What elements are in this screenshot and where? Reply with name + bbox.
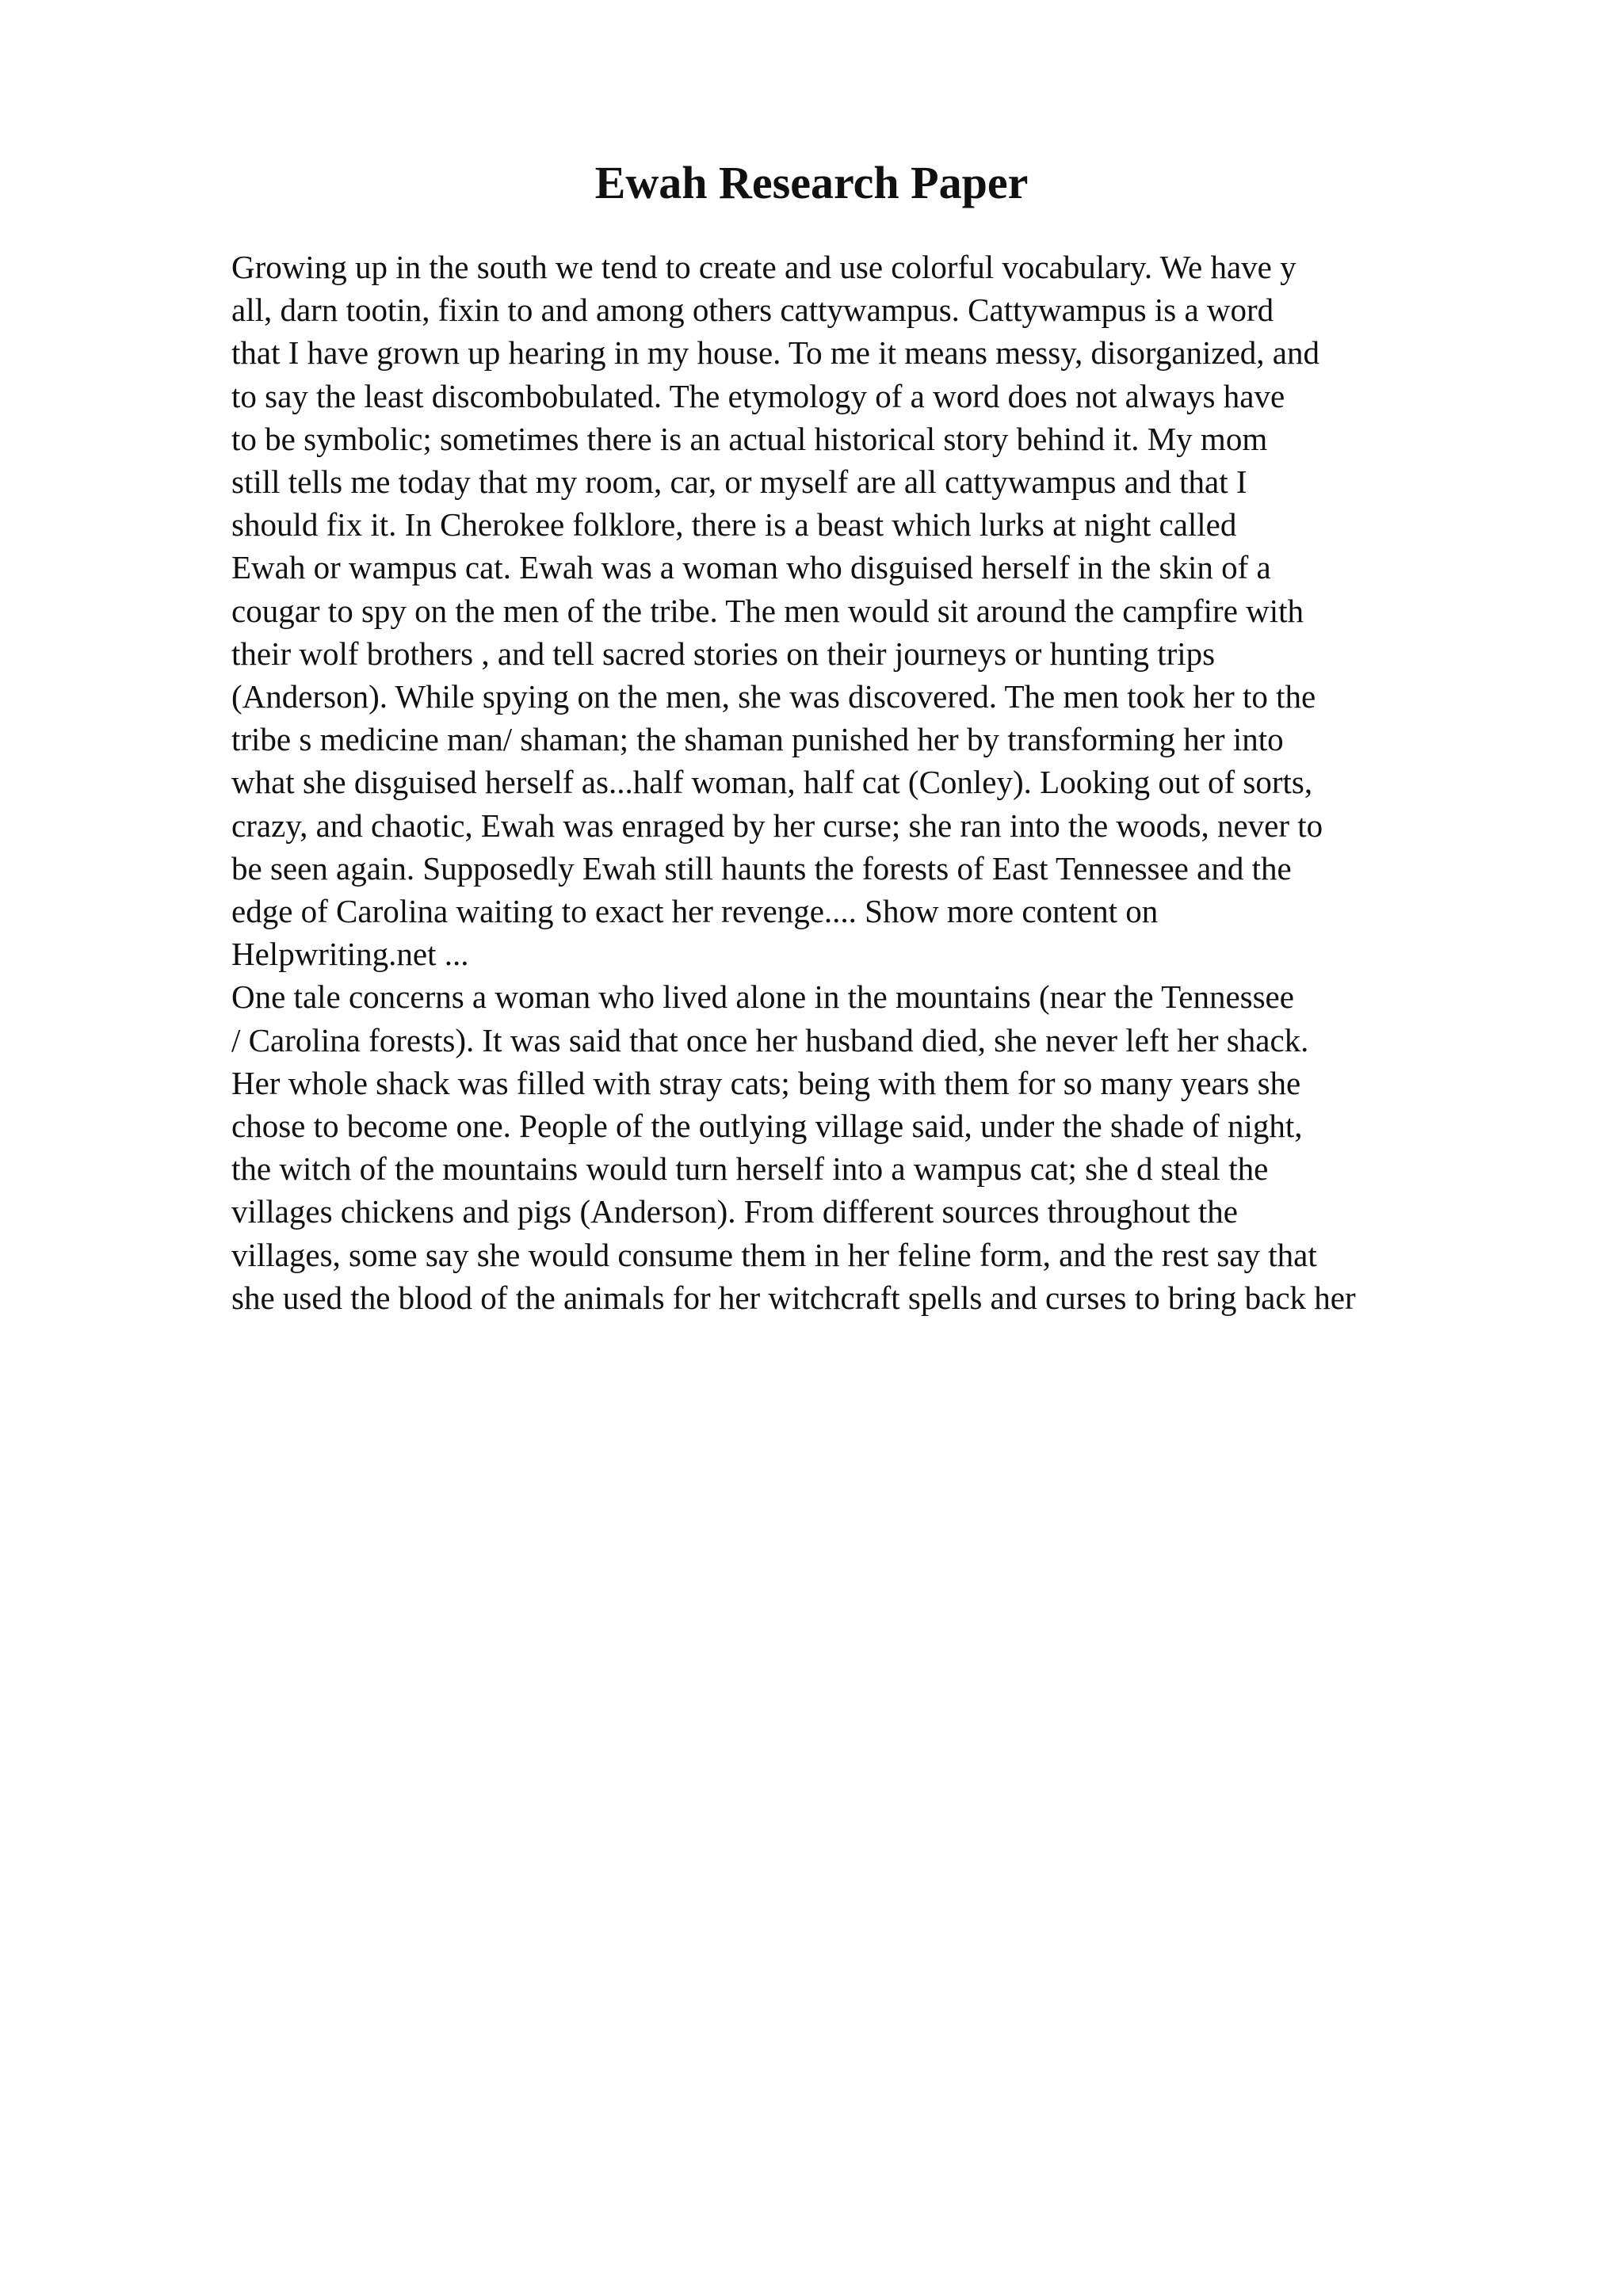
text-line: villages chickens and pigs (Anderson). From different sources throughout the (231, 1193, 1238, 1230)
text-line: cougar to spy on the men of the tribe. The men would sit around the campfire with (231, 592, 1304, 629)
text-line: Her whole shack was filled with stray cats; being with them for so many years she (231, 1064, 1301, 1101)
text-line: crazy, and chaotic, Ewah was enraged by her curse; she ran into the woods, never to (231, 807, 1323, 844)
text-line: should fix it. In Cherokee folklore, there is a beast which lurks at night called (231, 506, 1237, 543)
text-line: chose to become one. People of the outlying village said, under the shade of night, (231, 1108, 1303, 1145)
text-line: all, darn tootin, fixin to and among others cattywampus. Cattywampus is a word (231, 292, 1274, 329)
text-line: / Carolina forests). It was said that once her husband died, she never left her shack. (231, 1021, 1309, 1058)
text-line: tribe s medicine man/ shaman; the shaman punished her by transforming her into (231, 721, 1284, 758)
text-line: be seen again. Supposedly Ewah still haunts the forests of East Tennessee and the (231, 849, 1292, 887)
text-line: to say the least discombobulated. The etymology of a word does not always have (231, 377, 1285, 414)
text-line: to be symbolic; sometimes there is an actual historical story behind it. My mom (231, 420, 1268, 457)
text-line: edge of Carolina waiting to exact her revenge.... Show more content on (231, 893, 1159, 930)
text-line: still tells me today that my room, car, or myself are all cattywampus and that I (231, 463, 1247, 501)
text-line: their wolf brothers , and tell sacred stories on their journeys or hunting trips (231, 635, 1216, 672)
text-line: One tale concerns a woman who lived alone in the mountains (near the Tennessee (231, 978, 1294, 1016)
body-text (231, 246, 1594, 1319)
text-line: what she disguised herself as...half woman, half cat (Conley). Looking out of sorts, (231, 764, 1313, 801)
text-line: Growing up in the south we tend to create and use colorful vocabulary. We have y (231, 249, 1296, 285)
text-line: Ewah or wampus cat. Ewah was a woman who disguised herself in the skin of a (231, 549, 1271, 586)
page-title: Ewah Research Paper (594, 157, 1029, 208)
text-line: (Anderson). While spying on the men, she was discovered. The men took her to the (231, 678, 1316, 715)
text-line: she used the blood of the animals for her witchcraft spells and curses to bring back her (231, 1279, 1356, 1316)
text-line: Helpwriting.net ... (231, 936, 469, 973)
text-line: that I have grown up hearing in my house. To me it means messy, disorganized, and (231, 334, 1319, 372)
text-line: the witch of the mountains would turn herself into a wampus cat; she d steal the (231, 1150, 1269, 1188)
text-line: villages, some say she would consume them in her feline form, and the rest say that (231, 1236, 1317, 1273)
